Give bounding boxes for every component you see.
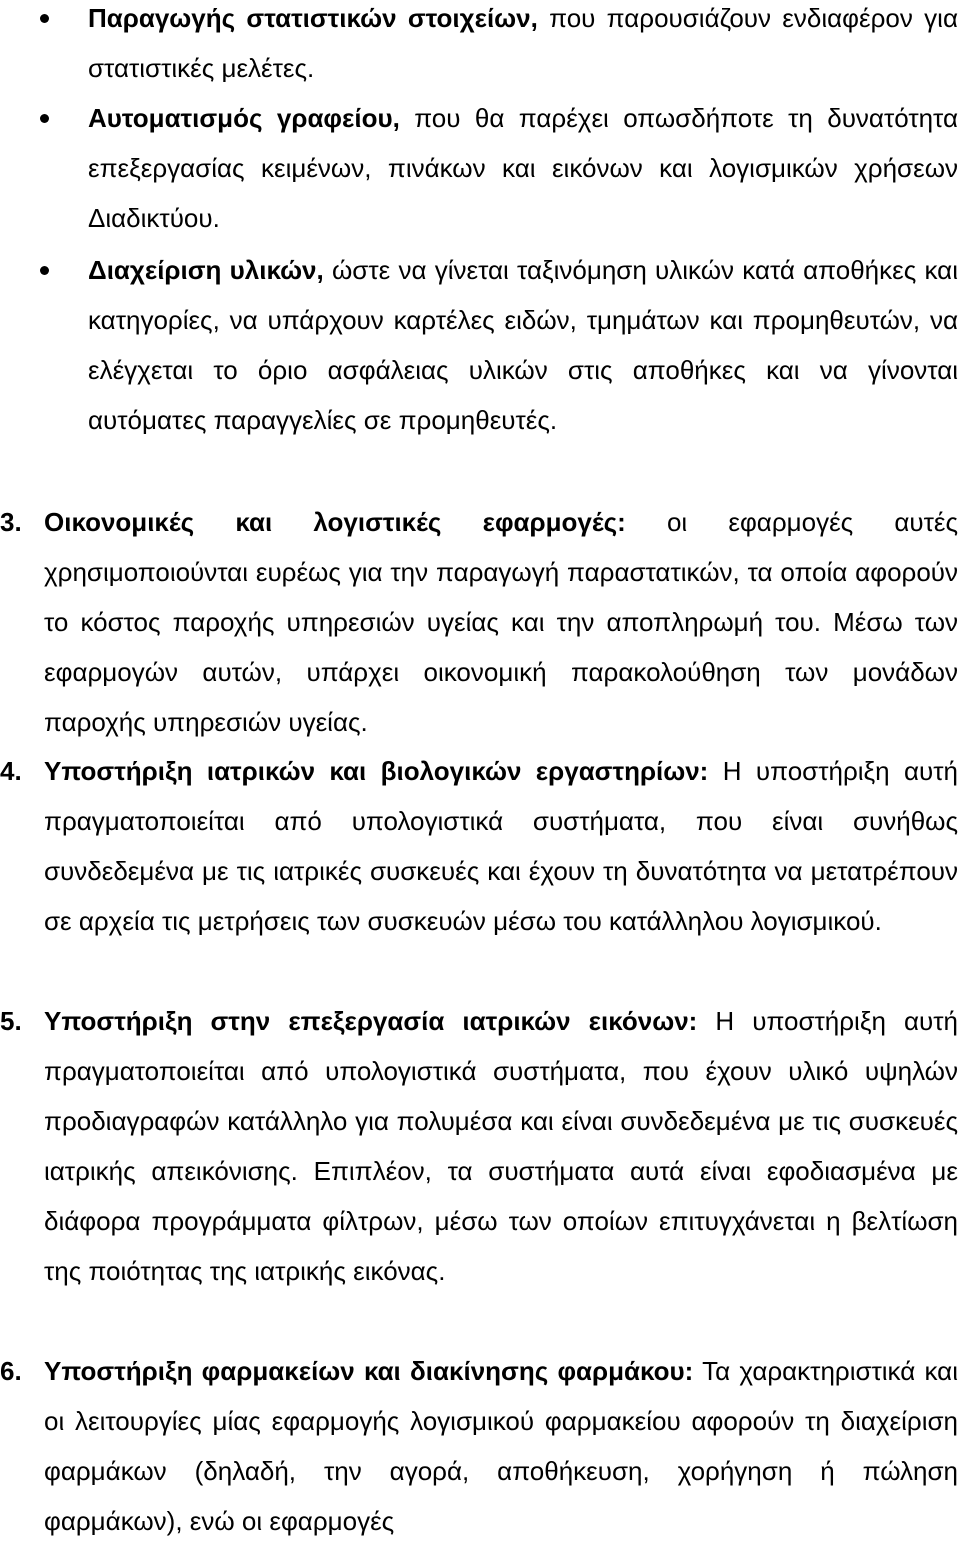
bullet-heading: Αυτοματισμός γραφείου, — [88, 103, 400, 133]
item-heading: Υποστήριξη στην επεξεργασία ιατρικών εικόνων: — [44, 1006, 698, 1036]
bullet-marker — [40, 266, 49, 275]
numbered-item — [0, 1346, 958, 1546]
item-heading: Υποστήριξη φαρμακείων και διακίνησης φαρμάκου: — [44, 1356, 694, 1386]
item-number: 3. — [0, 507, 22, 537]
item-heading: Οικονομικές και λογιστικές εφαρμογές: — [44, 507, 626, 537]
item-number: 4. — [0, 756, 22, 786]
item-number: 6. — [0, 1356, 22, 1386]
item-text: Η υποστήριξη αυτή πραγματοποιείται από υπολογιστικά συστήματα, που έχουν υλικό υψηλών προδιαγραφών κατάλληλο για πολυμέσα και είναι συνδεδεμένα με τις συσκευές ιατρικής απεικόνισης. Επιπλέον, τα συστήματα αυτά είναι εφοδιασμένα με διάφορα προγράμματα φίλτρων, μέσω των οποίων επιτυγχάνεται η βελτίωση της ποιότητας της ιατρικής εικόνας. — [44, 1006, 958, 1286]
bullet-marker — [40, 14, 49, 23]
item-text: Η υποστήριξη αυτή πραγματοποιείται από υπολογιστικά συστήματα, που είναι συνήθως συνδεδεμένα με τις ιατρικές συσκευές και έχουν τη δυνατότητα να μετατρέπουν σε αρχεία τις μετρήσεις των συσκευών μέσω του κατάλληλου λογισμικού. — [44, 756, 958, 936]
item-heading: Υποστήριξη ιατρικών και βιολογικών εργαστηρίων: — [44, 756, 709, 786]
bullet-item — [88, 0, 958, 93]
numbered-item — [0, 996, 958, 1296]
numbered-item — [0, 497, 958, 747]
item-text: Τα χαρακτηριστικά και οι λειτουργίες μίας εφαρμογής λογισμικού φαρμακείου αφορούν τη διαχείριση φαρμάκων (δηλαδή, την αγορά, αποθήκευση, χορήγηση ή πώληση φαρμάκων), ενώ οι εφαρμογές — [44, 1356, 958, 1536]
bullet-text: που θα παρέχει οπωσδήποτε τη δυνατότητα επεξεργασίας κειμένων, πινάκων και εικόνων και λογισμικών χρήσεων Διαδικτύου. — [88, 103, 958, 233]
item-number: 5. — [0, 1006, 22, 1036]
bullet-item — [88, 245, 958, 445]
bullet-heading: Παραγωγής στατιστικών στοιχείων, — [88, 3, 538, 33]
numbered-item — [0, 746, 958, 946]
item-text: οι εφαρμογές αυτές χρησιμοποιούνται ευρέως για την παραγωγή παραστατικών, τα οποία αφορούν το κόστος παροχής υπηρεσιών υγείας και την αποπληρωμή του. Μέσω των εφαρμογών αυτών, υπάρχει οικονομική παρακολούθηση των μονάδων παροχής υπηρεσιών υγείας. — [44, 507, 958, 737]
bullet-item — [88, 93, 958, 243]
bullet-marker — [40, 114, 49, 123]
bullet-heading: Διαχείριση υλικών, — [88, 255, 324, 285]
bullet-text: ώστε να γίνεται ταξινόμηση υλικών κατά αποθήκες και κατηγορίες, να υπάρχουν καρτέλες ειδών, τμημάτων και προμηθευτών, να ελέγχεται το όριο ασφάλειας υλικών στις αποθήκες και να γίνονται αυτόματες παραγγελίες σε προμηθευτές. — [88, 255, 958, 435]
bullet-text: που παρουσιάζουν ενδιαφέρον για στατιστικές μελέτες. — [88, 3, 958, 83]
